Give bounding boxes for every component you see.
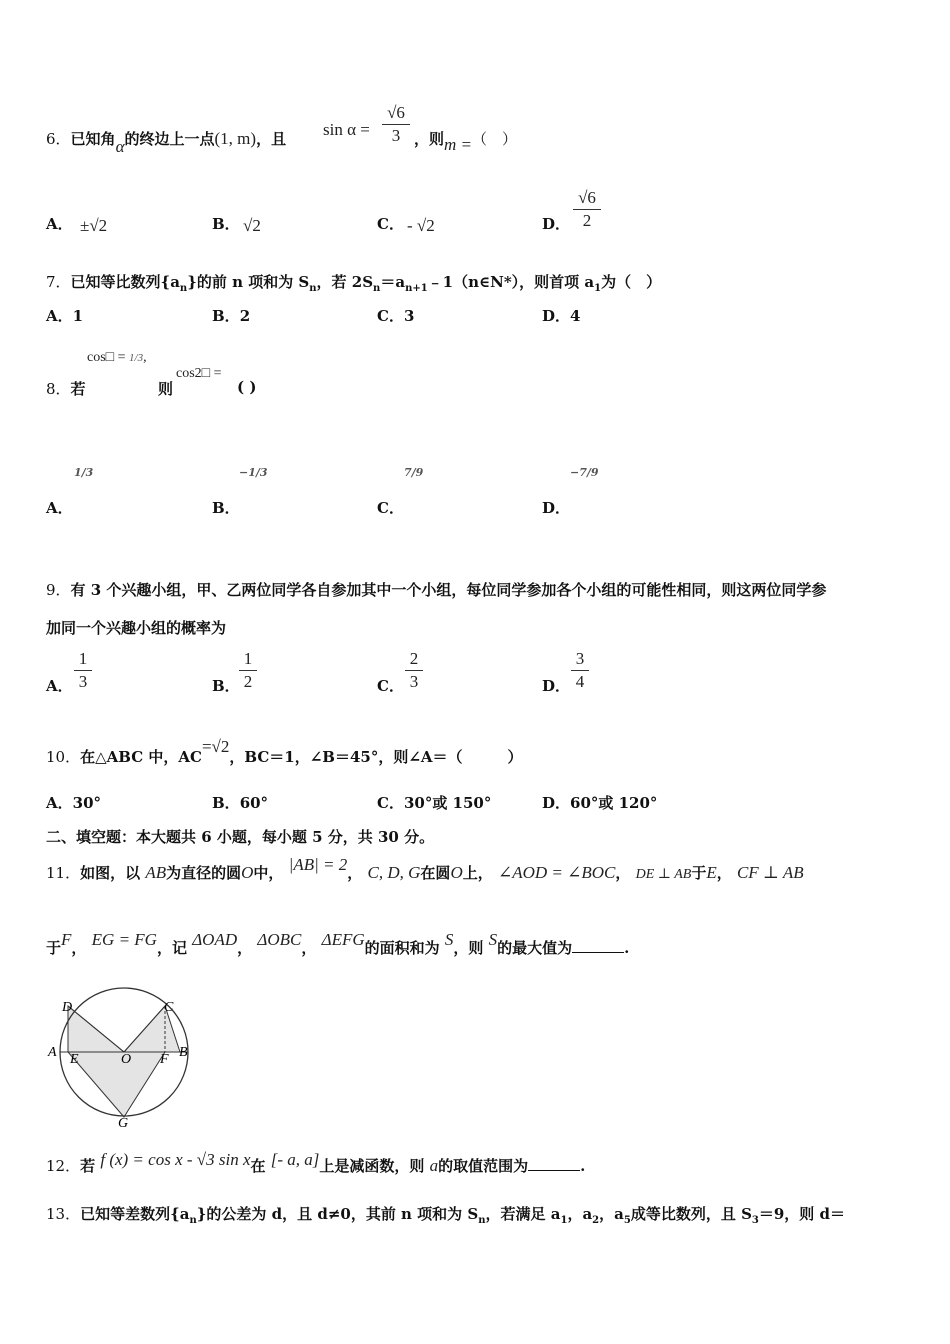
q11-answer-blank[interactable] — [572, 940, 624, 953]
q8-condition: cos□ = 1/3, — [87, 350, 147, 365]
q9-option-b[interactable]: B． — [212, 677, 240, 695]
figure-label-f: F — [160, 1052, 169, 1067]
q8-option-b[interactable]: B． — [212, 499, 240, 517]
q9-option-d[interactable]: D． — [542, 677, 571, 695]
q13-stem: 13．已知等差数列$\{a_n\}$的公差为 d，且 d≠0，其前 n 项和为 $S_n$，若满足 $a_1$，$a_2$，$a_5$成等比数列，且 $S_3=9$，则 d＝ — [46, 1205, 846, 1226]
q6-option-a[interactable]: A． — [46, 215, 73, 233]
figure-label-g: G — [118, 1116, 129, 1127]
q6-sin-fraction: √6 3 — [382, 103, 410, 146]
q7-stem: 7．已知等比数列$\{a_n\}$的前 n 项和为 $S_n$，若 $2S_n=a_{n+1}﹣1(n\in N*)$，则首项 $a_1$为（ ） — [46, 273, 662, 294]
figure-label-a: A — [48, 1045, 57, 1060]
q12-answer-blank[interactable] — [528, 1158, 580, 1171]
q10-option-c[interactable]: C．30°或 150° — [377, 794, 492, 812]
figure-label-b: B — [179, 1045, 188, 1060]
q7-option-b[interactable]: B．2 — [212, 307, 251, 325]
q9-option-d-fraction: 3 4 — [571, 649, 589, 692]
figure-triangle-efg — [68, 1052, 165, 1117]
figure-label-o: O — [121, 1052, 132, 1067]
q6-option-c[interactable]: C． — [377, 215, 404, 233]
q10-option-d[interactable]: D．60°或 120° — [542, 794, 658, 812]
q6-stem-end: ，则m =（ ） — [414, 130, 518, 154]
q10-option-a[interactable]: A．30° — [46, 794, 102, 812]
q8-option-c-value: 7/9 — [404, 466, 424, 479]
q8-option-b-value: −1/3 — [239, 466, 268, 479]
q10-option-b[interactable]: B．60° — [212, 794, 269, 812]
figure-label-e: E — [70, 1052, 79, 1067]
q9-option-a[interactable]: A． — [46, 677, 73, 695]
q6-number: 6． — [46, 130, 71, 148]
q8-paren: ( ) — [237, 378, 257, 396]
q12-stem: 12．若 f (x) = cos x - √3 sin x在 [- a, a]上是减函数，则 a的取值范围为 . — [46, 1150, 586, 1175]
q8-expression: cos2□ = — [176, 366, 222, 381]
q7-option-d[interactable]: D．4 — [542, 307, 581, 325]
q6-option-b-value: √2 — [243, 216, 261, 235]
q7-option-c[interactable]: C．3 — [377, 307, 415, 325]
q9-option-c[interactable]: C． — [377, 677, 404, 695]
q11-stem-line1: 11．如图，以 AB为直径的圆O中， |AB| = 2， C, D, G在圆O上， ∠AOD = ∠BOC， DE ⊥ AB于E， CF ⊥ AB — [46, 855, 804, 882]
q6-option-d[interactable]: D． — [542, 215, 571, 233]
q8-option-a-value: 1/3 — [74, 466, 94, 479]
q9-option-a-fraction: 1 3 — [74, 649, 92, 692]
q6-option-b[interactable]: B． — [212, 215, 240, 233]
figure-label-d: D — [62, 1000, 73, 1015]
q8-option-d-value: −7/9 — [570, 466, 599, 479]
q10-stem: 10．在△ABC 中，AC=√2，BC＝1，∠B＝45°，则∠A＝（ ） — [46, 737, 523, 766]
q7-option-a[interactable]: A．1 — [46, 307, 84, 325]
q6-stem: 6．已知角α的终边上一点(1, m)，且 — [46, 129, 287, 156]
q8-then: 则 — [158, 380, 174, 398]
q6-sin-lhs: sin α = — [323, 120, 370, 139]
q8-option-c[interactable]: C． — [377, 499, 404, 517]
section-heading-fill-blank: 二、填空题：本大题共 6 小题，每小题 5 分，共 30 分。 — [46, 828, 435, 846]
q9-stem-line2: 加同一个兴趣小组的概率为 — [46, 619, 227, 637]
q11-stem-line2: 于F， EG = FG，记 ΔOAD， ΔOBC， ΔEFG的面积和为 S，则 S的最大值为 . — [46, 930, 630, 957]
q8-option-d[interactable]: D． — [542, 499, 571, 517]
q8-option-a[interactable]: A． — [46, 499, 73, 517]
q9-option-b-fraction: 1 2 — [239, 649, 257, 692]
q6-option-d-fraction: √6 2 — [573, 188, 601, 231]
q6-option-a-value: ±√2 — [80, 216, 108, 235]
q9-option-c-fraction: 2 3 — [405, 649, 423, 692]
q8-stem: 8．若 — [46, 380, 86, 398]
q9-stem-line1: 9．有 3 个兴趣小组，甲、乙两位同学各自参加其中一个小组，每位同学参加各个小组的可能性相同，则这两位同学参 — [46, 581, 827, 599]
q6-option-c-value: - √2 — [407, 216, 435, 235]
figure-label-c: C — [164, 1000, 174, 1015]
q11-circle-figure — [44, 982, 204, 1127]
